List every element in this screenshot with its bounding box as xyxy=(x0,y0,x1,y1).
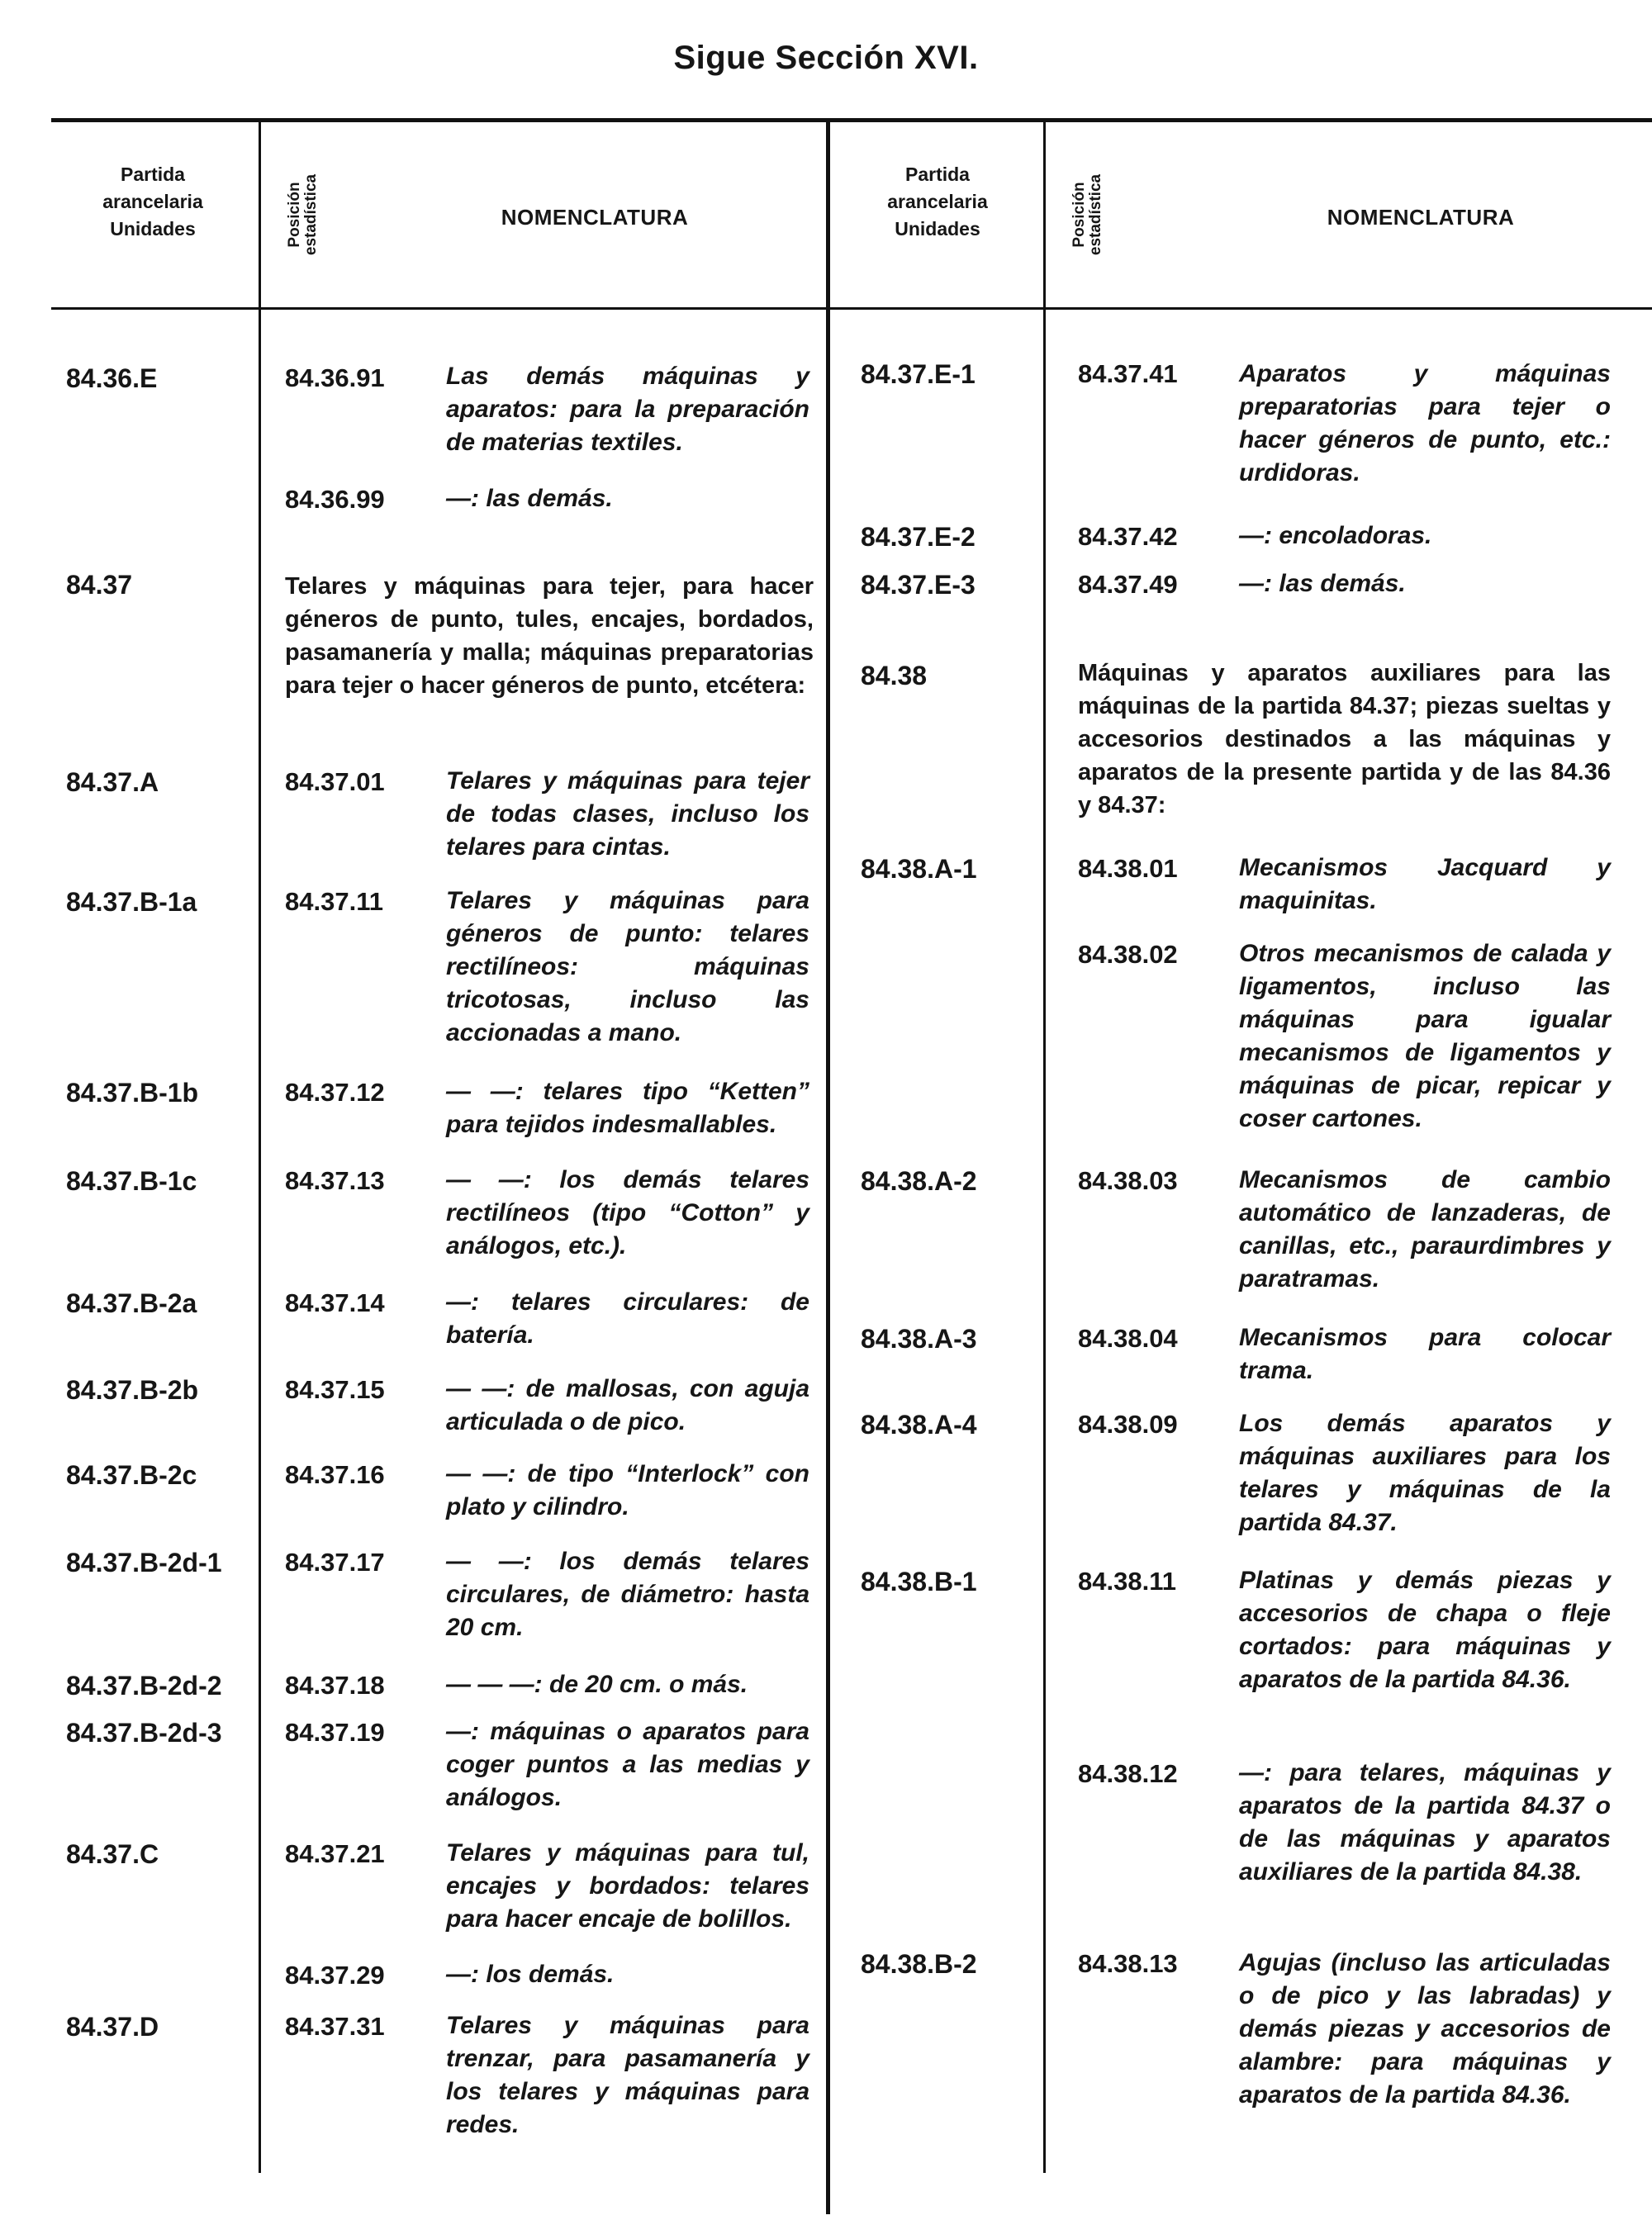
posicion-code: 84.37.21 xyxy=(285,1839,385,1868)
item-description: — —: de tipo “Interlock” con plato y cilindro. xyxy=(446,1460,809,1520)
item-description: Agujas (incluso las articuladas o de pico y las labradas) y demás piezas y accesorios de alambre: para máquinas y aparatos de la partida 84.36. xyxy=(1239,1949,1611,2109)
partida-code: 84.38.A-3 xyxy=(861,1324,977,1354)
column-divider xyxy=(259,121,261,2173)
header-partida-line: Partida xyxy=(121,164,185,185)
posicion-code: 84.37.18 xyxy=(285,1671,385,1700)
posicion-code: 84.38.04 xyxy=(1078,1324,1178,1353)
item-description: Otros mecanismos de calada y ligamentos, incluso las máquinas para igualar mecanismos de ligamentos y máquinas de picar, repicar y coser cartones. xyxy=(1239,940,1611,1132)
item-description: — —: los demás telares rectilíneos (tipo “Cotton” y análogos, etc.). xyxy=(446,1166,809,1259)
posicion-code: 84.37.31 xyxy=(285,2012,385,2041)
posicion-code: 84.37.11 xyxy=(285,887,383,916)
posicion-code: 84.37.14 xyxy=(285,1288,385,1317)
posicion-code: 84.37.41 xyxy=(1078,359,1178,388)
partida-code: 84.38 xyxy=(861,661,928,690)
item-description: — —: de mallosas, con aguja articulada o de pico. xyxy=(446,1375,809,1435)
posicion-code: 84.38.13 xyxy=(1078,1949,1178,1978)
item-description: Aparatos y máquinas preparatorias para tejer o hacer géneros de punto, etc.: urdidoras. xyxy=(1239,360,1611,486)
partida-code: 84.37 xyxy=(66,570,133,600)
header-partida-line: Partida xyxy=(905,164,970,185)
item-description: Mecanismos Jacquard y maquinitas. xyxy=(1239,854,1611,914)
partida-code: 84.37.C xyxy=(66,1839,159,1869)
header-posicion-line: Posición xyxy=(286,182,303,248)
header-posicion-line: estadística xyxy=(302,173,320,256)
posicion-code: 84.37.01 xyxy=(285,767,385,796)
partida-code: 84.37.B-1a xyxy=(66,887,197,917)
header-partida-line: Unidades xyxy=(895,218,980,240)
header-partida-line: Unidades xyxy=(110,218,196,240)
item-description: Las demás máquinas y aparatos: para la preparación de materias textiles. xyxy=(446,363,809,456)
posicion-code: 84.37.49 xyxy=(1078,570,1178,599)
header-partida-left xyxy=(58,161,248,243)
item-description: —: máquinas o aparatos para coger puntos a las medias y análogos. xyxy=(446,1718,809,1811)
posicion-code: 84.38.01 xyxy=(1078,854,1178,883)
header-nomenclatura-right: NOMENCLATURA xyxy=(1327,205,1515,230)
header-bottom-rule xyxy=(51,307,1652,310)
partida-code: 84.37.E-1 xyxy=(861,359,976,389)
item-description: —: para telares, máquinas y aparatos de la partida 84.37 o de las máquinas y aparatos auxiliares de la partida 84.38. xyxy=(1239,1759,1611,1886)
partida-code: 84.37.B-1c xyxy=(66,1166,197,1196)
item-description: —: telares circulares: de batería. xyxy=(446,1288,809,1349)
item-description: Los demás aparatos y máquinas auxiliares para los telares y máquinas de la partida 84.37. xyxy=(1239,1410,1611,1536)
item-description: — — —: de 20 cm. o más. xyxy=(446,1671,748,1698)
partida-code: 84.37.B-2c xyxy=(66,1460,197,1490)
posicion-code: 84.36.91 xyxy=(285,363,385,392)
partida-code: 84.37.B-1b xyxy=(66,1078,199,1108)
item-description: — —: telares tipo “Ketten” para tejidos indesmallables. xyxy=(446,1078,809,1138)
header-posicion-left xyxy=(287,145,320,285)
posicion-code: 84.38.11 xyxy=(1078,1567,1176,1596)
heading-text: Máquinas y aparatos auxiliares para las máquinas de la partida 84.37; piezas sueltas y accesorios destinados a las máquinas y aparatos de la presente partida y de las 84.36 y 84.37: xyxy=(1078,660,1611,818)
header-posicion-line: estadística xyxy=(1087,173,1104,256)
header-posicion-right xyxy=(1071,145,1104,285)
item-description: Telares y máquinas para tejer de todas clases, incluso los telares para cintas. xyxy=(446,767,809,861)
posicion-code: 84.38.02 xyxy=(1078,940,1178,969)
posicion-code: 84.37.16 xyxy=(285,1460,385,1489)
partida-code: 84.37.B-2b xyxy=(66,1375,199,1405)
header-partida-right xyxy=(843,161,1032,243)
header-nomenclatura-left: NOMENCLATURA xyxy=(501,205,689,230)
column-divider xyxy=(1043,121,1046,2173)
item-description: Mecanismos de cambio automático de lanzaderas, de canillas, etc., paraurdimbres y paratramas. xyxy=(1239,1166,1611,1293)
posicion-code: 84.37.12 xyxy=(285,1078,385,1107)
item-description: —: los demás. xyxy=(446,1961,615,1988)
partida-code: 84.37.B-2d-1 xyxy=(66,1548,222,1577)
posicion-code: 84.37.13 xyxy=(285,1166,385,1195)
item-description: Platinas y demás piezas y accesorios de chapa o fleje cortados: para máquinas y aparatos de la partida 84.36. xyxy=(1239,1567,1611,1693)
partida-code: 84.37.B-2d-3 xyxy=(66,1718,222,1748)
header-partida-line: arancelaria xyxy=(887,191,988,212)
posicion-code: 84.37.17 xyxy=(285,1548,385,1577)
partida-code: 84.37.B-2a xyxy=(66,1288,197,1318)
partida-code: 84.38.A-4 xyxy=(861,1410,977,1440)
item-description: —: las demás. xyxy=(1239,570,1406,597)
partida-code: 84.37.D xyxy=(66,2012,159,2042)
posicion-code: 84.37.29 xyxy=(285,1961,385,1990)
partida-code: 84.38.B-1 xyxy=(861,1567,977,1596)
partida-code: 84.37.B-2d-2 xyxy=(66,1671,222,1701)
item-description: —: encoladoras. xyxy=(1239,522,1432,549)
partida-code: 84.37.A xyxy=(66,767,159,797)
partida-code: 84.38.A-2 xyxy=(861,1166,977,1196)
posicion-code: 84.36.99 xyxy=(285,485,385,514)
header-posicion-line: Posición xyxy=(1070,182,1088,248)
item-description: Telares y máquinas para tul, encajes y bordados: telares para hacer encaje de bolillos. xyxy=(446,1839,809,1933)
heading-text: Telares y máquinas para tejer, para hacer géneros de punto, tules, encajes, bordados, pasamanería y malla; máquinas preparatorias para tejer o hacer géneros de punto, etcétera: xyxy=(285,573,814,699)
partida-code: 84.36.E xyxy=(66,363,158,393)
posicion-code: 84.38.03 xyxy=(1078,1166,1178,1195)
partida-code: 84.38.B-2 xyxy=(861,1949,977,1979)
posicion-code: 84.37.42 xyxy=(1078,522,1178,551)
posicion-code: 84.38.09 xyxy=(1078,1410,1178,1439)
partida-code: 84.38.A-1 xyxy=(861,854,977,884)
posicion-code: 84.37.15 xyxy=(285,1375,385,1404)
header-partida-line: arancelaria xyxy=(102,191,203,212)
page-title: Sigue Sección XVI. xyxy=(673,40,979,76)
table-top-rule xyxy=(51,118,1652,122)
partida-code: 84.37.E-3 xyxy=(861,570,976,600)
center-divider xyxy=(826,121,830,2214)
item-description: Telares y máquinas para géneros de punto: telares rectilíneos: máquinas tricotosas, incluso las accionadas a mano. xyxy=(446,887,809,1046)
item-description: Mecanismos para colocar trama. xyxy=(1239,1324,1611,1384)
item-description: —: las demás. xyxy=(446,485,613,512)
item-description: Telares y máquinas para trenzar, para pasamanería y los telares y máquinas para redes. xyxy=(446,2012,809,2138)
posicion-code: 84.38.12 xyxy=(1078,1759,1178,1788)
posicion-code: 84.37.19 xyxy=(285,1718,385,1747)
partida-code: 84.37.E-2 xyxy=(861,522,976,552)
item-description: — —: los demás telares circulares, de diámetro: hasta 20 cm. xyxy=(446,1548,809,1641)
